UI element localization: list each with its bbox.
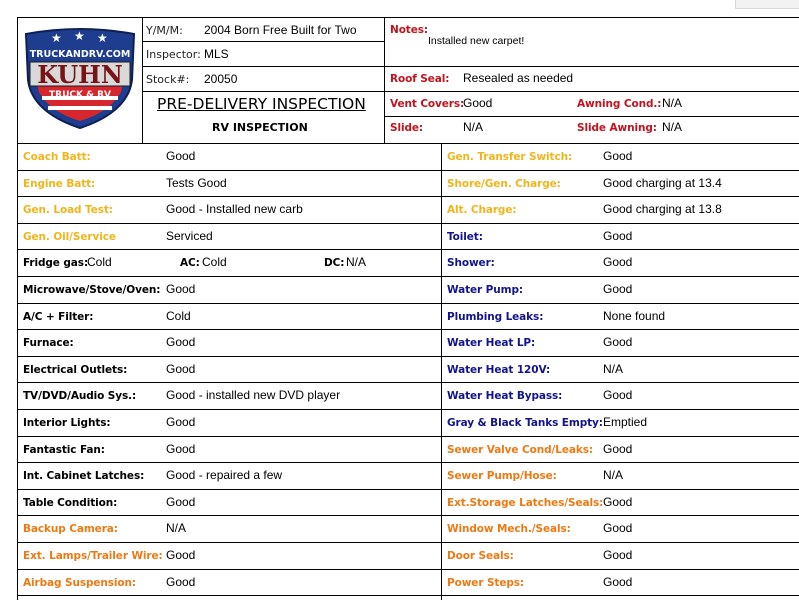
left-row-label: Gen. Load Test:	[23, 204, 113, 216]
left-row-label: Fridge gas:	[23, 257, 89, 269]
left-row-value: Good	[166, 495, 196, 509]
left-row-value: Good	[166, 362, 196, 376]
right-row-value: Good	[603, 255, 633, 269]
right-row-label: Gray & Black Tanks Empty:	[447, 417, 603, 429]
stock-label: Stock#:	[146, 73, 190, 86]
left-row-value: Tests Good	[166, 176, 227, 190]
right-row-label: Power Steps:	[447, 577, 525, 589]
left-row-label: Airbag Suspension:	[23, 577, 137, 589]
left-row-label: Table Condition:	[23, 497, 118, 509]
right-row-label: Toilet:	[447, 231, 483, 243]
form-subtitle: RV INSPECTION	[212, 121, 308, 134]
slide-awning-label: Slide Awning:	[577, 122, 657, 134]
grid-line-h	[384, 91, 799, 92]
awning-label: Awning Cond.:	[577, 98, 662, 110]
svg-text:TRUCKANDRV.COM: TRUCKANDRV.COM	[29, 49, 131, 60]
right-row-label: Water Heat LP:	[447, 337, 536, 349]
slide-label: Slide:	[390, 122, 423, 134]
grid-line-h	[17, 569, 799, 570]
right-row-label: Window Mech./Seals:	[447, 523, 571, 535]
right-row-label: Plumbing Leaks:	[447, 311, 544, 323]
left-row-label: TV/DVD/Audio Sys.:	[23, 390, 137, 402]
grid-line-h	[17, 356, 799, 357]
left-row-label: Ext. Lamps/Trailer Wire:	[23, 550, 163, 562]
awning-value: N/A	[662, 96, 683, 110]
right-row-value: Good	[603, 335, 633, 349]
left-row-label: Int. Cabinet Latches:	[23, 470, 145, 482]
grid-line-h	[17, 436, 799, 437]
left-row-label: Coach Batt:	[23, 151, 91, 163]
right-row-label: Gen. Transfer Switch:	[447, 151, 573, 163]
left-row-value: Cold	[166, 309, 191, 323]
ac-label: AC:	[180, 257, 200, 269]
left-row-value: Good - repaired a few	[166, 468, 283, 482]
kuhn-truck-rv-logo	[20, 20, 140, 132]
left-row-value: N/A	[166, 521, 187, 535]
right-row-value: Good	[603, 521, 633, 535]
left-row-label: Fantastic Fan:	[23, 444, 105, 456]
roof-seal-label: Roof Seal:	[390, 73, 450, 85]
svg-text:★: ★	[97, 31, 108, 45]
grid-line-h	[17, 223, 799, 224]
left-row-label: Backup Camera:	[23, 523, 118, 535]
grid-line-h	[17, 249, 799, 250]
right-row-label: Shore/Gen. Charge:	[447, 178, 561, 190]
grid-line-h	[17, 595, 799, 596]
grid-line-h	[17, 542, 799, 543]
right-row-value: Good	[603, 388, 633, 402]
right-row-value: Good	[603, 495, 633, 509]
right-row-value: Good	[603, 575, 633, 589]
ymm-value: 2004 Born Free Built for Two	[204, 23, 357, 37]
left-row-label: Gen. Oil/Service	[23, 231, 116, 243]
svg-text:★: ★	[74, 29, 85, 43]
notes-label: Notes:	[390, 24, 428, 36]
right-row-value: N/A	[603, 362, 624, 376]
vent-covers-value: Good	[463, 96, 493, 110]
stock-value: 20050	[204, 72, 238, 86]
slide-awning-value: N/A	[662, 120, 683, 134]
left-row-label: Interior Lights:	[23, 417, 111, 429]
left-row-value: Good	[166, 335, 196, 349]
right-row-value: Good	[603, 548, 633, 562]
right-row-label: Water Pump:	[447, 284, 523, 296]
left-row-value: Good	[166, 442, 196, 456]
grid-line-h	[17, 382, 799, 383]
right-row-value: Good charging at 13.4	[603, 176, 722, 190]
inspector-value: MLS	[204, 47, 229, 61]
ac-value: Cold	[202, 255, 227, 269]
grid-line-h	[17, 303, 799, 304]
right-row-value: Good	[603, 442, 633, 456]
right-row-value: Good	[603, 149, 633, 163]
right-row-label: Water Heat 120V:	[447, 364, 551, 376]
grid-line-v	[441, 143, 442, 600]
page-top-edge	[0, 0, 799, 15]
svg-text:★: ★	[51, 31, 62, 45]
ymm-label: Y/M/M:	[146, 24, 183, 37]
grid-line-h	[142, 91, 384, 92]
right-row-value: Emptied	[603, 415, 648, 429]
right-row-label: Water Heat Bypass:	[447, 390, 563, 402]
left-row-value: Good - Installed new carb	[166, 202, 303, 216]
right-row-value: Good charging at 13.8	[603, 202, 722, 216]
grid-line-h	[17, 489, 799, 490]
left-row-value: Good	[166, 575, 196, 589]
grid-line-h	[142, 66, 384, 67]
slide-value: N/A	[463, 120, 484, 134]
grid-line-v	[142, 17, 143, 143]
grid-line-v	[384, 17, 385, 143]
grid-line-h	[17, 196, 799, 197]
right-row-value: Good	[603, 229, 633, 243]
right-row-value: N/A	[603, 468, 624, 482]
grid-line-h	[17, 143, 799, 144]
form-title: PRE-DELIVERY INSPECTION	[157, 95, 366, 113]
right-row-label: Alt. Charge:	[447, 204, 517, 216]
notes-value: Installed new carpet!	[428, 35, 525, 47]
right-row-label: Sewer Valve Cond/Leaks:	[447, 444, 593, 456]
left-row-value: Good	[166, 548, 196, 562]
grid-line-h	[17, 409, 799, 410]
page-corner-shadow	[735, 0, 799, 9]
inspector-label: Inspector:	[146, 48, 201, 61]
right-row-label: Shower:	[447, 257, 495, 269]
dc-value: N/A	[346, 255, 367, 269]
left-row-label: Microwave/Stove/Oven:	[23, 284, 161, 296]
roof-seal-value: Resealed as needed	[463, 71, 574, 85]
left-row-label: Engine Batt:	[23, 178, 96, 190]
fridge-gas-value: Cold	[87, 255, 112, 269]
vent-covers-label: Vent Covers:	[390, 98, 465, 110]
svg-text:TRUCK & RV: TRUCK & RV	[49, 90, 111, 100]
grid-line-h	[142, 41, 384, 42]
grid-line-h	[384, 116, 799, 117]
right-row-value: None found	[603, 309, 666, 323]
right-row-label: Ext.Storage Latches/Seals:	[447, 497, 604, 509]
left-row-value: Good	[166, 415, 196, 429]
left-row-label: Electrical Outlets:	[23, 364, 128, 376]
left-row-label: Furnace:	[23, 337, 74, 349]
grid-line-h	[17, 515, 799, 516]
svg-text:KUHN: KUHN	[37, 60, 123, 89]
left-row-value: Good	[166, 282, 196, 296]
right-row-value: Good	[603, 282, 633, 296]
left-row-value: Good - installed new DVD player	[166, 388, 341, 402]
right-row-label: Sewer Pump/Hose:	[447, 470, 557, 482]
grid-line-h	[384, 66, 799, 67]
left-row-label: A/C + Filter:	[23, 311, 94, 323]
left-row-value: Good	[166, 149, 196, 163]
dc-label: DC:	[324, 257, 345, 269]
grid-line-h	[17, 329, 799, 330]
grid-line-h	[17, 170, 799, 171]
grid-line-h	[17, 276, 799, 277]
right-row-label: Door Seals:	[447, 550, 514, 562]
grid-line-h	[17, 462, 799, 463]
left-row-value: Serviced	[166, 229, 213, 243]
